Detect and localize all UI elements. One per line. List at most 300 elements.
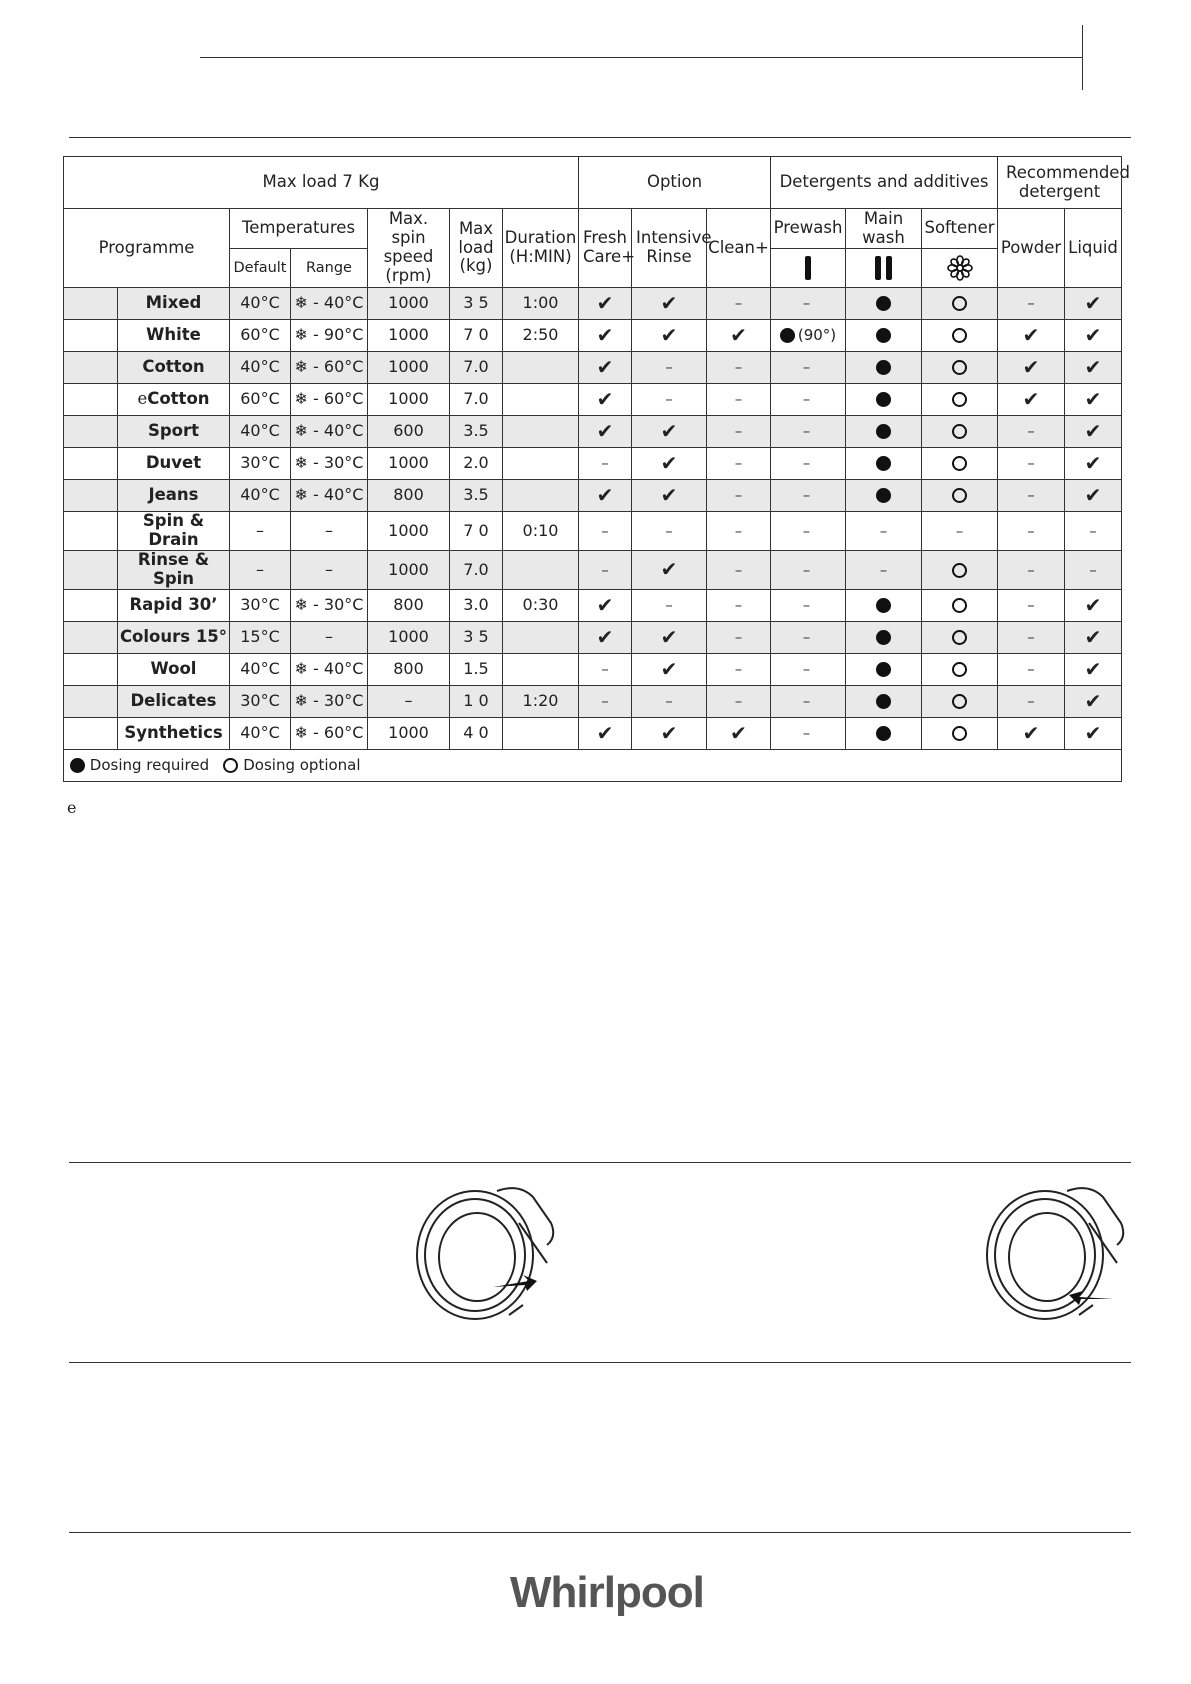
prewash-cell xyxy=(771,653,846,685)
prewash-cell xyxy=(771,288,846,320)
fresh-care-cell xyxy=(579,589,632,621)
main-wash-cell xyxy=(846,384,922,416)
fresh-care-cell xyxy=(579,416,632,448)
programme-label: Sport xyxy=(147,421,200,441)
intensive-rinse-cell xyxy=(632,550,707,589)
clean-dash-icon: – xyxy=(734,422,743,441)
prewash-dash-icon: – xyxy=(802,628,811,647)
softener-ring-icon xyxy=(952,563,967,578)
fresh-care-check-icon: ✔ xyxy=(596,419,614,443)
main-wash-dot-icon xyxy=(876,630,891,645)
intensive-rinse-cell xyxy=(632,480,707,512)
main-wash-cell xyxy=(846,480,922,512)
row-spacer xyxy=(64,621,118,653)
door-close-icon xyxy=(975,1175,1135,1325)
table-row xyxy=(64,685,1122,717)
softener-ring-icon xyxy=(952,328,967,343)
intensive-rinse-check-icon: ✔ xyxy=(660,624,678,649)
softener-cell xyxy=(922,352,998,384)
double-bar-icon xyxy=(875,256,892,280)
programme-label: White xyxy=(146,325,201,345)
powder-cell xyxy=(998,320,1065,352)
programme-label: Mixed xyxy=(145,293,202,313)
temp-range: ❄ - 90°C xyxy=(291,320,368,352)
table-row xyxy=(64,589,1122,621)
liquid-check-icon: ✔ xyxy=(1084,451,1102,475)
intensive-rinse-dash-icon: – xyxy=(665,358,673,377)
row-spacer xyxy=(64,550,118,589)
powder-cell xyxy=(998,550,1065,589)
clean-cell xyxy=(707,653,771,685)
powder-dash-icon: – xyxy=(1027,454,1035,473)
powder-dash-icon: – xyxy=(1027,692,1035,711)
powder-cell xyxy=(998,717,1065,749)
max-load: 7.0 xyxy=(450,384,503,416)
programme-label: Duvet xyxy=(145,453,202,473)
liquid-cell xyxy=(1065,717,1122,749)
prewash-dash-icon: – xyxy=(802,486,811,505)
table-row xyxy=(64,416,1122,448)
softener-ring-icon xyxy=(952,296,967,311)
max-spin: 800 xyxy=(368,589,450,621)
prewash-cell xyxy=(771,717,846,749)
prewash-dash-icon: – xyxy=(802,596,811,615)
intensive-rinse-dash-icon: – xyxy=(665,692,673,711)
prewash-cell xyxy=(771,685,846,717)
fresh-care-cell xyxy=(579,621,632,653)
programme-label: Rapid 30’ xyxy=(129,594,218,614)
table-row xyxy=(64,653,1122,685)
softener-ring-icon xyxy=(952,424,967,439)
detergents-header: Detergents and additives xyxy=(771,157,998,209)
temp-range: ❄ - 60°C xyxy=(291,717,368,749)
liquid-header: Liquid xyxy=(1065,209,1122,288)
intensive-rinse-cell xyxy=(632,589,707,621)
powder-header: Powder xyxy=(998,209,1065,288)
liquid-check-icon: ✔ xyxy=(1084,419,1102,443)
powder-cell xyxy=(998,352,1065,384)
softener-cell xyxy=(922,717,998,749)
intensive-rinse-check-icon: ✔ xyxy=(660,656,678,681)
prewash-cell xyxy=(771,320,846,352)
temp-range: ❄ - 40°C xyxy=(291,653,368,685)
main-wash-dot-icon xyxy=(876,488,891,503)
temp-range: ❄ - 40°C xyxy=(291,416,368,448)
softener-cell xyxy=(922,480,998,512)
fresh-care-cell xyxy=(579,320,632,352)
main-wash-header: Main wash xyxy=(846,209,922,249)
main-wash-cell xyxy=(846,653,922,685)
powder-cell xyxy=(998,384,1065,416)
programme-label: Colours 15° xyxy=(119,626,228,646)
powder-cell xyxy=(998,621,1065,653)
recommended-header: Recommended detergent xyxy=(998,157,1122,209)
row-spacer xyxy=(64,717,118,749)
clean-dash-icon: – xyxy=(734,560,743,579)
max-load: 7.0 xyxy=(450,550,503,589)
prewash-cell xyxy=(771,589,846,621)
prewash-header: Prewash xyxy=(771,209,846,249)
duration xyxy=(503,550,579,589)
intensive-rinse-check-icon: ✔ xyxy=(660,720,678,745)
main-wash-dot-icon xyxy=(876,392,891,407)
main-wash-dot-icon xyxy=(876,726,891,741)
duration: 2:50 xyxy=(503,320,579,352)
range-header: Range xyxy=(291,249,368,288)
powder-check-icon: ✔ xyxy=(1022,355,1040,379)
intensive-rinse-cell xyxy=(632,384,707,416)
fresh-care-cell xyxy=(579,352,632,384)
main-wash-cell xyxy=(846,621,922,653)
max-load: 1.5 xyxy=(450,653,503,685)
table-row xyxy=(64,320,1122,352)
max-spin: 1000 xyxy=(368,717,450,749)
main-wash-cell xyxy=(846,589,922,621)
programme-name xyxy=(118,512,230,551)
programme-label: Cotton xyxy=(142,357,205,377)
fresh-care-cell xyxy=(579,480,632,512)
intensive-rinse-check-icon: ✔ xyxy=(660,557,678,582)
prewash-dash-icon: – xyxy=(802,660,811,679)
duration: 0:10 xyxy=(503,512,579,551)
temperatures-header: Temperatures xyxy=(230,209,368,249)
max-load: 3 5 xyxy=(450,288,503,320)
main-wash-cell xyxy=(846,685,922,717)
fresh-care-check-icon: ✔ xyxy=(596,291,614,315)
max-load: 3.5 xyxy=(450,480,503,512)
legend-required-text: Dosing required xyxy=(89,755,210,774)
row-spacer xyxy=(64,589,118,621)
programme-rows xyxy=(64,288,1122,750)
softener-ring-icon xyxy=(952,456,967,471)
max-load: 4 0 xyxy=(450,717,503,749)
main-wash-dot-icon xyxy=(876,694,891,709)
prewash-dash-icon: – xyxy=(802,294,811,313)
liquid-check-icon: ✔ xyxy=(1084,656,1102,681)
fresh-care-check-icon: ✔ xyxy=(596,323,614,347)
prewash-dash-icon: – xyxy=(802,560,811,579)
clean-dash-icon: – xyxy=(734,358,743,377)
duration xyxy=(503,352,579,384)
softener-icon-cell xyxy=(922,249,998,288)
programme-label: Cotton xyxy=(147,389,210,409)
programme-label: Delicates xyxy=(130,690,217,710)
liquid-check-icon: ✔ xyxy=(1084,592,1102,617)
default-temp: 40°C xyxy=(230,653,291,685)
prewash-dot-icon xyxy=(780,328,795,343)
prewash-temp: (90°) xyxy=(797,326,837,345)
main-wash-dot-icon xyxy=(876,598,891,613)
liquid-dash-icon: – xyxy=(1089,560,1097,579)
programme-label: Synthetics xyxy=(124,722,223,742)
liquid-cell xyxy=(1065,448,1122,480)
programme-label: Jeans xyxy=(148,485,199,505)
liquid-cell xyxy=(1065,416,1122,448)
max-spin: 1000 xyxy=(368,288,450,320)
clean-dash-icon: – xyxy=(734,454,743,473)
default-temp: 40°C xyxy=(230,717,291,749)
max-load: 7 0 xyxy=(450,512,503,551)
main-wash-dash-icon: – xyxy=(879,521,888,540)
fresh-care-header: Fresh Care+ xyxy=(579,209,632,288)
section-divider-1 xyxy=(69,1162,1131,1163)
max-spin: – xyxy=(368,685,450,717)
prewash-cell xyxy=(771,550,846,589)
programme-name xyxy=(118,448,230,480)
intensive-rinse-check-icon: ✔ xyxy=(660,291,678,315)
clean-dash-icon: – xyxy=(734,486,743,505)
fresh-care-dash-icon: – xyxy=(601,521,609,540)
liquid-check-icon: ✔ xyxy=(1084,291,1102,315)
table-row xyxy=(64,621,1122,653)
fresh-care-check-icon: ✔ xyxy=(596,483,614,507)
main-wash-dot-icon xyxy=(876,424,891,439)
powder-dash-icon: – xyxy=(1027,660,1035,679)
softener-cell xyxy=(922,512,998,551)
intensive-rinse-check-icon: ✔ xyxy=(660,323,678,347)
powder-cell xyxy=(998,480,1065,512)
main-wash-dot-icon xyxy=(876,328,891,343)
prewash-dash-icon: – xyxy=(802,422,811,441)
duration xyxy=(503,384,579,416)
duration xyxy=(503,480,579,512)
powder-cell xyxy=(998,685,1065,717)
clean-dash-icon: – xyxy=(734,521,743,540)
prewash-cell xyxy=(771,448,846,480)
fresh-care-cell xyxy=(579,685,632,717)
softener-dash-icon: – xyxy=(955,521,964,540)
programme-name xyxy=(118,685,230,717)
main-wash-cell xyxy=(846,352,922,384)
default-temp: 30°C xyxy=(230,589,291,621)
softener-cell xyxy=(922,550,998,589)
dosing-optional-icon xyxy=(223,758,238,773)
liquid-dash-icon: – xyxy=(1089,521,1097,540)
row-spacer xyxy=(64,448,118,480)
row-spacer xyxy=(64,685,118,717)
max-spin: 1000 xyxy=(368,512,450,551)
clean-cell xyxy=(707,621,771,653)
section-divider-3 xyxy=(69,1532,1131,1533)
main-wash-dot-icon xyxy=(876,360,891,375)
liquid-check-icon: ✔ xyxy=(1084,720,1102,745)
softener-cell xyxy=(922,621,998,653)
max-load: 3.5 xyxy=(450,416,503,448)
intensive-rinse-check-icon: ✔ xyxy=(660,483,678,507)
softener-ring-icon xyxy=(952,360,967,375)
main-wash-cell xyxy=(846,320,922,352)
table-row xyxy=(64,550,1122,589)
prewash-dash-icon: – xyxy=(802,358,811,377)
liquid-cell xyxy=(1065,621,1122,653)
row-spacer xyxy=(64,512,118,551)
softener-cell xyxy=(922,448,998,480)
default-temp: 60°C xyxy=(230,384,291,416)
temp-range: ❄ - 30°C xyxy=(291,589,368,621)
top-rule-tick xyxy=(1082,25,1083,90)
duration xyxy=(503,653,579,685)
eco-prefix: e xyxy=(137,389,148,409)
liquid-cell xyxy=(1065,480,1122,512)
duration: 1:00 xyxy=(503,288,579,320)
temp-range: – xyxy=(291,621,368,653)
main-wash-dash-icon: – xyxy=(879,560,888,579)
fresh-care-cell xyxy=(579,288,632,320)
row-spacer xyxy=(64,384,118,416)
fresh-care-dash-icon: – xyxy=(601,560,609,579)
liquid-cell xyxy=(1065,653,1122,685)
fresh-care-dash-icon: – xyxy=(601,454,609,473)
powder-dash-icon: – xyxy=(1027,560,1035,579)
main-wash-cell xyxy=(846,550,922,589)
softener-ring-icon xyxy=(952,694,967,709)
max-load-header: Max load (kg) xyxy=(450,209,503,288)
programme-name xyxy=(118,550,230,589)
max-load-title: Max load 7 Kg xyxy=(64,157,579,209)
programme-name xyxy=(118,653,230,685)
powder-cell xyxy=(998,448,1065,480)
fresh-care-check-icon: ✔ xyxy=(596,592,614,617)
fresh-care-dash-icon: – xyxy=(601,692,609,711)
programme-name xyxy=(118,352,230,384)
duration-header: Duration (H:MIN) xyxy=(503,209,579,288)
clean-dash-icon: – xyxy=(734,390,743,409)
max-spin: 1000 xyxy=(368,352,450,384)
max-spin: 1000 xyxy=(368,448,450,480)
main-wash-cell xyxy=(846,288,922,320)
programme-name xyxy=(118,621,230,653)
programme-name xyxy=(118,384,230,416)
softener-cell xyxy=(922,685,998,717)
clean-cell xyxy=(707,550,771,589)
prewash-cell xyxy=(771,352,846,384)
prewash-dash-icon: – xyxy=(802,724,811,743)
temp-range: ❄ - 30°C xyxy=(291,448,368,480)
legend xyxy=(64,749,1122,781)
softener-ring-icon xyxy=(952,392,967,407)
liquid-check-icon: ✔ xyxy=(1084,323,1102,347)
clean-cell xyxy=(707,320,771,352)
prewash-dash-icon: – xyxy=(802,521,811,540)
brand-logo: Whirlpool xyxy=(510,1568,704,1617)
temp-range: ❄ - 60°C xyxy=(291,384,368,416)
intensive-rinse-dash-icon: – xyxy=(665,390,673,409)
powder-cell xyxy=(998,416,1065,448)
row-spacer xyxy=(64,416,118,448)
softener-cell xyxy=(922,589,998,621)
table-row xyxy=(64,288,1122,320)
liquid-check-icon: ✔ xyxy=(1084,483,1102,507)
programme-name xyxy=(118,416,230,448)
powder-cell xyxy=(998,512,1065,551)
liquid-cell xyxy=(1065,384,1122,416)
intensive-rinse-cell xyxy=(632,685,707,717)
powder-dash-icon: – xyxy=(1027,422,1035,441)
prewash-cell xyxy=(771,384,846,416)
softener-ring-icon xyxy=(952,598,967,613)
liquid-cell xyxy=(1065,685,1122,717)
max-spin: 1000 xyxy=(368,384,450,416)
duration xyxy=(503,416,579,448)
duration: 1:20 xyxy=(503,685,579,717)
intensive-rinse-header: Intensive Rinse xyxy=(632,209,707,288)
table-row xyxy=(64,384,1122,416)
softener-ring-icon xyxy=(952,662,967,677)
default-temp: 40°C xyxy=(230,480,291,512)
intensive-rinse-cell xyxy=(632,448,707,480)
clean-cell xyxy=(707,448,771,480)
table-row xyxy=(64,480,1122,512)
row-spacer xyxy=(64,480,118,512)
powder-dash-icon: – xyxy=(1027,628,1035,647)
clean-cell xyxy=(707,717,771,749)
fresh-care-cell xyxy=(579,448,632,480)
clean-dash-icon: – xyxy=(734,596,743,615)
temp-range: – xyxy=(291,550,368,589)
single-bar-icon xyxy=(805,256,811,280)
default-temp: 40°C xyxy=(230,288,291,320)
powder-check-icon: ✔ xyxy=(1022,387,1040,411)
liquid-check-icon: ✔ xyxy=(1084,355,1102,379)
fresh-care-check-icon: ✔ xyxy=(596,355,614,379)
option-header: Option xyxy=(579,157,771,209)
clean-dash-icon: – xyxy=(734,628,743,647)
liquid-check-icon: ✔ xyxy=(1084,624,1102,649)
powder-dash-icon: – xyxy=(1027,486,1035,505)
duration xyxy=(503,621,579,653)
prewash-cell xyxy=(771,480,846,512)
prewash-dash-icon: – xyxy=(802,692,811,711)
eco-footnote-symbol: e xyxy=(67,798,77,817)
default-temp: 40°C xyxy=(230,352,291,384)
max-spin: 1000 xyxy=(368,320,450,352)
clean-dash-icon: – xyxy=(734,660,743,679)
main-wash-cell xyxy=(846,448,922,480)
fresh-care-check-icon: ✔ xyxy=(596,624,614,649)
duration xyxy=(503,717,579,749)
clean-header: Clean+ xyxy=(707,209,771,288)
max-spin-header: Max. spin speed (rpm) xyxy=(368,209,450,288)
main-wash-cell xyxy=(846,416,922,448)
prewash-cell xyxy=(771,621,846,653)
intensive-rinse-check-icon: ✔ xyxy=(660,451,678,475)
powder-dash-icon: – xyxy=(1027,596,1035,615)
intensive-rinse-cell xyxy=(632,288,707,320)
max-spin: 1000 xyxy=(368,550,450,589)
default-temp: 60°C xyxy=(230,320,291,352)
softener-ring-icon xyxy=(952,488,967,503)
fresh-care-check-icon: ✔ xyxy=(596,387,614,411)
liquid-cell xyxy=(1065,288,1122,320)
clean-cell xyxy=(707,480,771,512)
clean-cell xyxy=(707,416,771,448)
intensive-rinse-cell xyxy=(632,416,707,448)
max-spin: 800 xyxy=(368,653,450,685)
row-spacer xyxy=(64,653,118,685)
clean-cell xyxy=(707,352,771,384)
fresh-care-cell xyxy=(579,550,632,589)
softener-ring-icon xyxy=(952,630,967,645)
intensive-rinse-cell xyxy=(632,717,707,749)
max-load: 1 0 xyxy=(450,685,503,717)
liquid-check-icon: ✔ xyxy=(1084,688,1102,713)
max-load: 2.0 xyxy=(450,448,503,480)
powder-check-icon: ✔ xyxy=(1022,720,1040,745)
powder-dash-icon: – xyxy=(1027,521,1035,540)
main-wash-dot-icon xyxy=(876,662,891,677)
table-row xyxy=(64,352,1122,384)
duration xyxy=(503,448,579,480)
